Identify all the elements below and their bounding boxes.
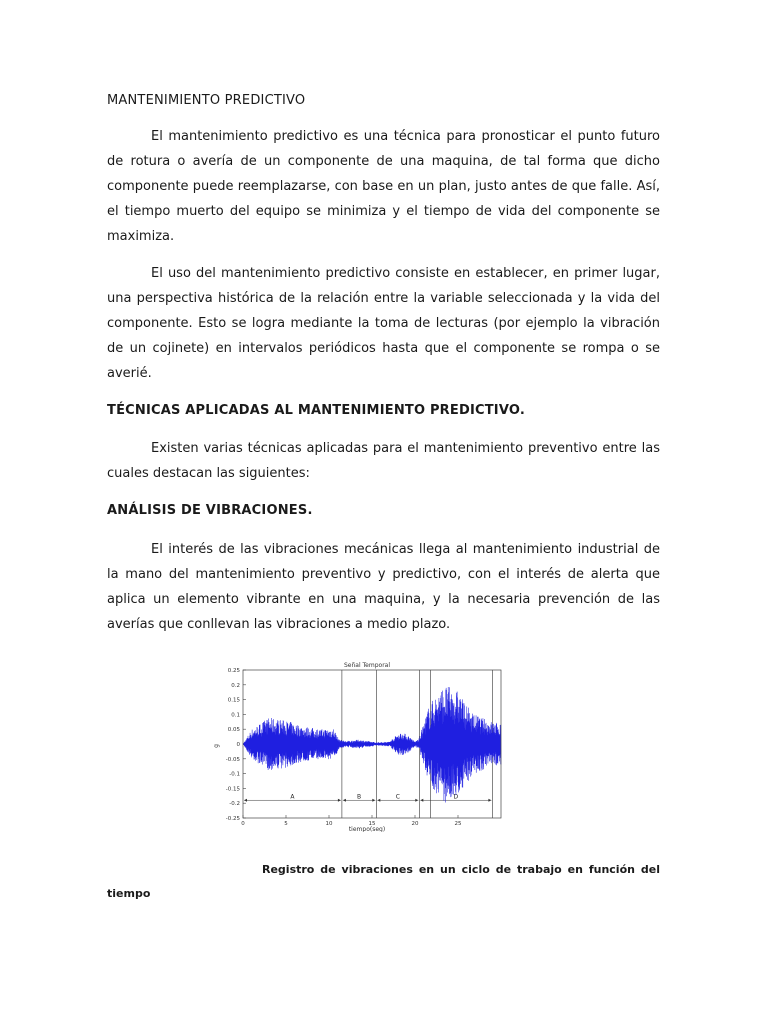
segment-arrowhead <box>372 799 375 802</box>
segment-arrowhead <box>488 799 491 802</box>
chart-y-axis-label: g <box>213 744 220 748</box>
y-tick-label: -0.25 <box>225 816 240 822</box>
chart-title: Señal Temporal <box>343 662 391 669</box>
vibration-chart-figure <box>211 660 511 832</box>
y-tick-label: -0.05 <box>225 756 240 763</box>
paragraph-usage: El uso del mantenimiento predictivo consiste en establecer, en primer lugar, una perspectiva histórica de la relación entre la variable seleccionada y la vida del componente. Esto se logra mediante la toma de lecturas (por ejemplo la vibración de un cojinete) en intervalos periódicos hasta que el componente se rompa o se averié. <box>107 266 660 381</box>
y-tick-label: -0.1 <box>229 771 240 778</box>
y-tick-label: 0.15 <box>227 697 240 704</box>
segment-arrowhead <box>420 799 423 802</box>
segment-arrowhead <box>377 799 380 802</box>
section-heading-vibration: ANÁLISIS DE VIBRACIONES. <box>107 503 313 518</box>
paragraph-vibration: El interés de las vibraciones mecánicas llega al mantenimiento industrial de la mano del mantenimiento preventivo y predictivo, con el interés de alerta que aplica un elemento vibrante en una maquina, y la necesaria prevención de las averías que conllevan las vibraciones a medio plazo. <box>107 542 660 632</box>
y-tick-label: -0.2 <box>229 801 240 808</box>
segment-label: B <box>357 793 362 801</box>
segment-label: C <box>395 793 400 801</box>
x-tick-label: 0 <box>241 821 245 827</box>
chart-x-axis-label: tiempo(seg) <box>348 826 386 832</box>
x-tick-label: 20 <box>411 821 419 827</box>
y-tick-label: 0.2 <box>231 682 240 689</box>
segment-arrowhead <box>244 799 247 802</box>
segment-arrowhead <box>343 799 346 802</box>
document-title: MANTENIMIENTO PREDICTIVO <box>107 93 306 108</box>
x-tick-label: 5 <box>284 821 288 827</box>
paragraph-definition: El mantenimiento predictivo es una técnica para pronosticar el punto futuro de rotura o avería de un componente de una maquina, de tal forma que dicho componente puede reemplazarse, con base en un plan, justo antes de que falle. Así, el tiempo muerto del equipo se minimiza y el tiempo de vida del componente se maximiza. <box>107 129 660 244</box>
x-tick-label: 25 <box>454 821 462 827</box>
segment-label: A <box>290 793 295 801</box>
vibration-chart <box>211 660 511 832</box>
y-tick-label: 0 <box>236 742 240 748</box>
figure-caption: Registro de vibraciones en un ciclo de trabajo en función del tiempo <box>107 863 660 900</box>
y-tick-label: 0.1 <box>231 712 240 719</box>
section-heading-techniques: TÉCNICAS APLICADAS AL MANTENIMIENTO PREDICTIVO. <box>107 403 525 418</box>
segment-arrowhead <box>415 799 418 802</box>
chart-signal-line <box>243 687 501 802</box>
y-tick-label: -0.15 <box>225 786 240 793</box>
segment-label: D <box>453 793 459 801</box>
paragraph-techniques: Existen varias técnicas aplicadas para el mantenimiento preventivo entre las cuales destacan las siguientes: <box>107 441 660 481</box>
y-tick-label: 0.05 <box>227 727 240 734</box>
x-tick-label: 15 <box>368 821 376 827</box>
segment-arrowhead <box>338 799 341 802</box>
x-tick-label: 10 <box>325 821 333 827</box>
y-tick-label: 0.25 <box>227 668 240 674</box>
